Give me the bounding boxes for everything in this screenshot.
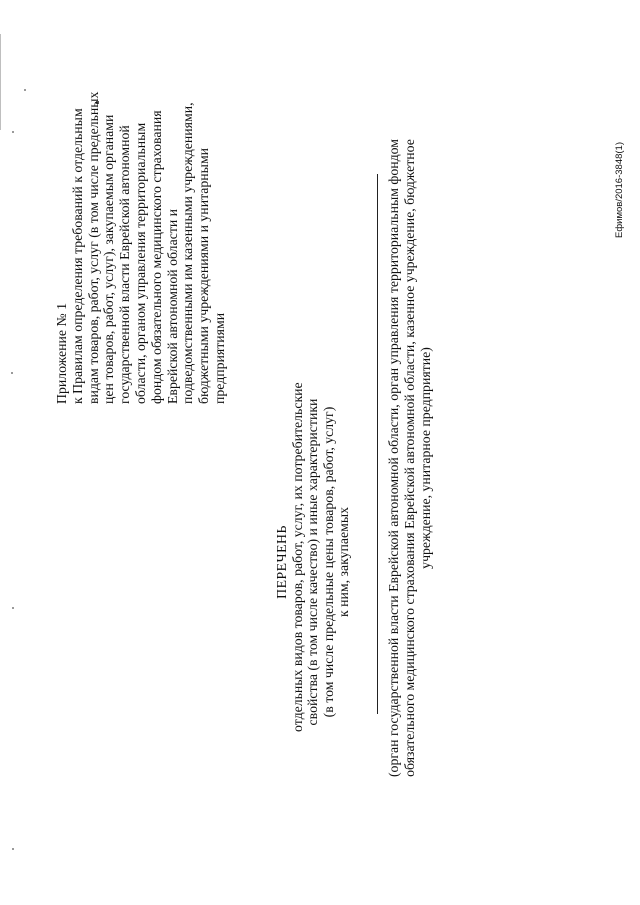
scan-speck <box>24 89 26 91</box>
appendix-line: подведомственными им казенными учреждениями, <box>180 102 196 404</box>
organization-caption <box>386 78 434 838</box>
appendix-line: цен товаров, работ, услуг), закупаемым органами <box>101 114 117 404</box>
appendix-line: области, органом управления территориальным <box>132 122 148 404</box>
heading-line: (в том числе предельные цены товаров, работ, услуг) <box>320 406 336 718</box>
scan-margin-line <box>0 34 1 130</box>
scan-speck <box>12 848 14 850</box>
appendix-line: фондом обязательного медицинского страхования <box>148 110 164 404</box>
appendix-line: к Правилам определения требований к отдельным <box>69 108 85 404</box>
heading-line: к ним, закупаемых <box>336 506 352 618</box>
appendix-block <box>54 34 228 404</box>
caption-line: (орган государственной власти Еврейской автономной области, орган управления территориальным фондом <box>386 138 401 778</box>
document-stamp: Ефимов/2016-3848(1) <box>614 141 625 238</box>
document-title: ПЕРЕЧЕНЬ <box>274 525 289 599</box>
appendix-line: государственной власти Еврейской автономной <box>117 125 133 404</box>
scan-speck <box>12 131 14 133</box>
appendix-line: видам товаров, работ, услуг (в том числе предельных <box>85 91 101 404</box>
appendix-line: бюджетными учреждениями и унитарными <box>196 147 212 404</box>
organization-blank-line <box>377 174 378 714</box>
caption-line: учреждение, унитарное предприятие) <box>418 347 433 569</box>
scan-speck <box>12 607 14 609</box>
list-heading <box>274 382 352 732</box>
appendix-line: Еврейской автономной области и <box>164 208 180 404</box>
appendix-line: предприятиями <box>211 312 227 404</box>
heading-line: свойства (в том числе качество) и иные характеристики <box>305 398 321 726</box>
appendix-line: Приложение № 1 <box>54 302 69 404</box>
caption-line: обязательного медицинского страхования Еврейской автономной области, казенное учреждение, бюджетное <box>402 139 417 777</box>
heading-line: отдельных видов товаров, работ, услуг, их потребительские <box>289 382 305 732</box>
scan-speck <box>11 372 13 374</box>
